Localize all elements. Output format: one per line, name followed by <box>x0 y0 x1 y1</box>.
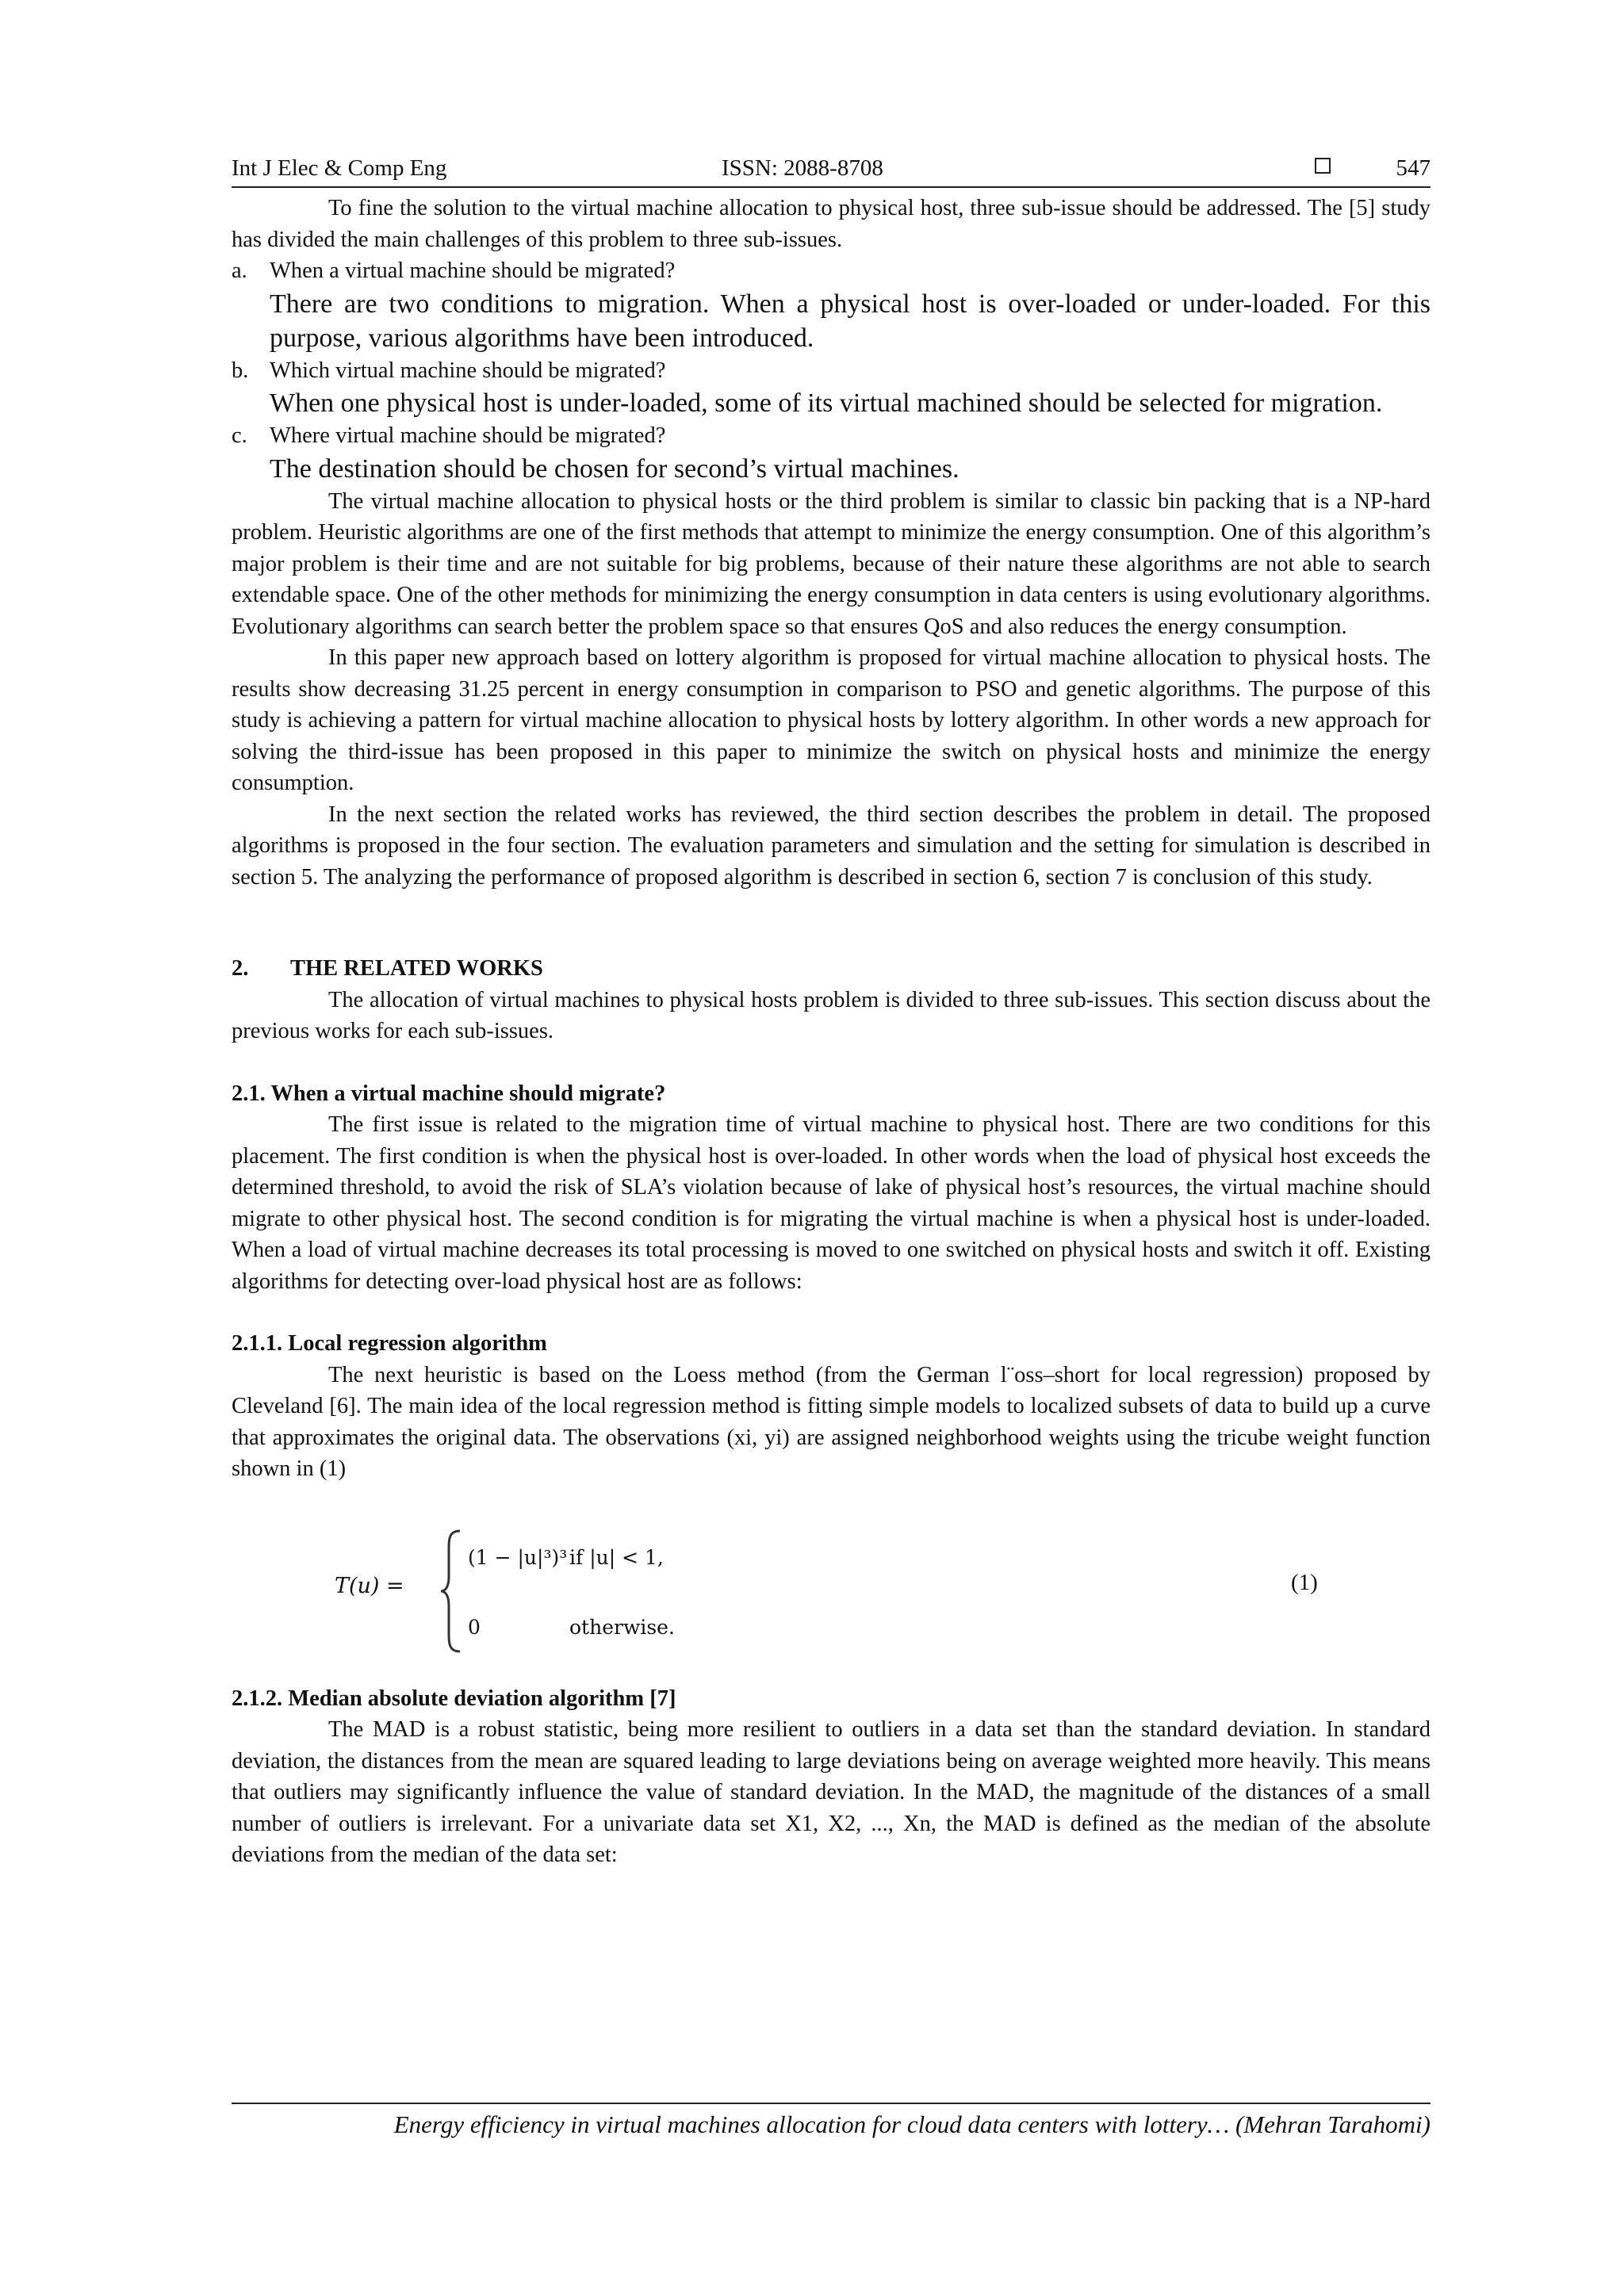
left-brace-icon <box>439 1528 463 1655</box>
subsection-heading-2-1-2: 2.1.2. Median absolute deviation algorithm [7] <box>232 1686 676 1711</box>
running-footer: Energy efficiency in virtual machines allocation for cloud data centers with lottery… (Mehran Tarahomi) <box>232 2103 1431 2141</box>
equation-1 <box>232 1525 1431 1659</box>
equation-number: (1) <box>1291 1569 1318 1595</box>
subsection-heading-2-1-1: 2.1.1. Local regression algorithm <box>232 1331 547 1356</box>
list-label: c. <box>232 423 247 448</box>
list-label: b. <box>232 358 249 383</box>
intro-paragraph-2: The virtual machine allocation to physical hosts or the third problem is similar to classic bin packing that is a NP-hard problem. Heuristic algorithms are one of the first methods that attempt to minimize the energy consumption. One of this algorithm’s major problem is their time and are not suitable for big problems, because of their nature these algorithms are not able to search extendable space. One of the other methods for minimizing the energy consumption in data centers is using evolutionary algorithms. Evolutionary algorithms can search better the problem space so that ensures QoS and also reduces the energy consumption. <box>232 488 1431 639</box>
subsection-heading-2-1: 2.1. When a virtual machine should migrate? <box>232 1081 666 1106</box>
page-number: 547 <box>1396 155 1431 181</box>
equation-case-2: 0 <box>468 1615 481 1639</box>
section-2-paragraph: The allocation of virtual machines to physical hosts problem is divided to three sub-issues. This section discuss about the previous works for each sub-issues. <box>232 987 1431 1043</box>
body-text <box>232 193 1431 1871</box>
intro-paragraph-4: In the next section the related works has reviewed, the third section describes the problem in detail. The proposed algorithms is proposed in the four section. The evaluation parameters and simulation and the setting for simulation is described in section 5. The analyzing the performance of proposed algorithm is described in section 6, section 7 is conclusion of this study. <box>232 802 1431 890</box>
equation-case-1: (1 − |u|³)³ <box>468 1545 568 1569</box>
intro-paragraph-3: In this paper new approach based on lottery algorithm is proposed for virtual machine allocation to physical hosts. The results show decreasing 31.25 percent in energy consumption in comparison to PSO and genetic algorithms. The purpose of this study is achieving a pattern for virtual machine allocation to physical hosts by lottery algorithm. In other words a new approach for solving the third-issue has been proposed in this paper to minimize the switch on physical hosts and minimize the energy consumption. <box>232 645 1431 795</box>
list-answer: When one physical host is under-loaded, some of its virtual machined should be selected for migration. <box>270 388 1383 418</box>
intro-paragraph-1: To fine the solution to the virtual machine allocation to physical host, three sub-issue should be addressed. The [5] study has divided the main challenges of this problem to three sub-issues. <box>232 196 1431 252</box>
list-answer: The destination should be chosen for second’s virtual machines. <box>270 453 959 484</box>
journal-name: Int J Elec & Comp Eng <box>232 155 447 181</box>
square-icon <box>1315 158 1331 174</box>
section-heading-2 <box>232 953 1431 985</box>
issn: ISSN: 2088-8708 <box>722 155 883 181</box>
list-answer: There are two conditions to migration. When a physical host is over-loaded or under-loaded. For this purpose, various algorithms have been introduced. <box>270 289 1431 353</box>
equation-lhs: T(u) = <box>335 1573 404 1598</box>
equation-condition-2: otherwise. <box>569 1615 675 1639</box>
running-header <box>232 153 1431 188</box>
list-question: When a virtual machine should be migrated? <box>270 258 676 283</box>
section-2-1-2-paragraph: The MAD is a robust statistic, being more resilient to outliers in a data set than the standard deviation. In standard deviation, the distances from the mean are squared leading to large deviations being on average weighted more heavily. This means that outliers may significantly influence the value of standard deviation. In the MAD, the magnitude of the distances of a small number of outliers is irrelevant. For a univariate data set X1, X2, ..., Xn, the MAD is defined as the median of the absolute deviations from the median of the data set: <box>232 1717 1431 1867</box>
section-2-1-paragraph: The first issue is related to the migration time of virtual machine to physical host. There are two conditions for this placement. The first condition is when the physical host is over-loaded. In other words when the load of physical host exceeds the determined threshold, to avoid the risk of SLA’s violation because of lake of physical host’s resources, the virtual machine should migrate to other physical host. The second condition is for migrating the virtual machine is when a physical host is under-loaded. When a load of virtual machine decreases its total processing is moved to one switched on physical hosts and switch it off. Existing algorithms for detecting over-load physical host are as follows: <box>232 1112 1431 1294</box>
section-2-1-1-paragraph: The next heuristic is based on the Loess method (from the German l¨oss–short for local regression) proposed by Cleveland [6]. The main idea of the local regression method is fitting simple models to localized subsets of data to build up a curve that approximates the original data. The observations (xi, yi) are assigned neighborhood weights using the tricube weight function shown in (1) <box>232 1362 1431 1481</box>
list-label: a. <box>232 258 247 283</box>
list-item-c <box>232 420 1431 452</box>
list-question: Which virtual machine should be migrated? <box>270 358 666 383</box>
section-title: THE RELATED WORKS <box>290 956 543 981</box>
equation-condition-1: if |u| < 1, <box>569 1545 664 1569</box>
list-item-b <box>232 355 1431 387</box>
list-question: Where virtual machine should be migrated? <box>270 423 666 448</box>
list-item-a <box>232 255 1431 287</box>
section-number: 2. <box>232 956 249 981</box>
